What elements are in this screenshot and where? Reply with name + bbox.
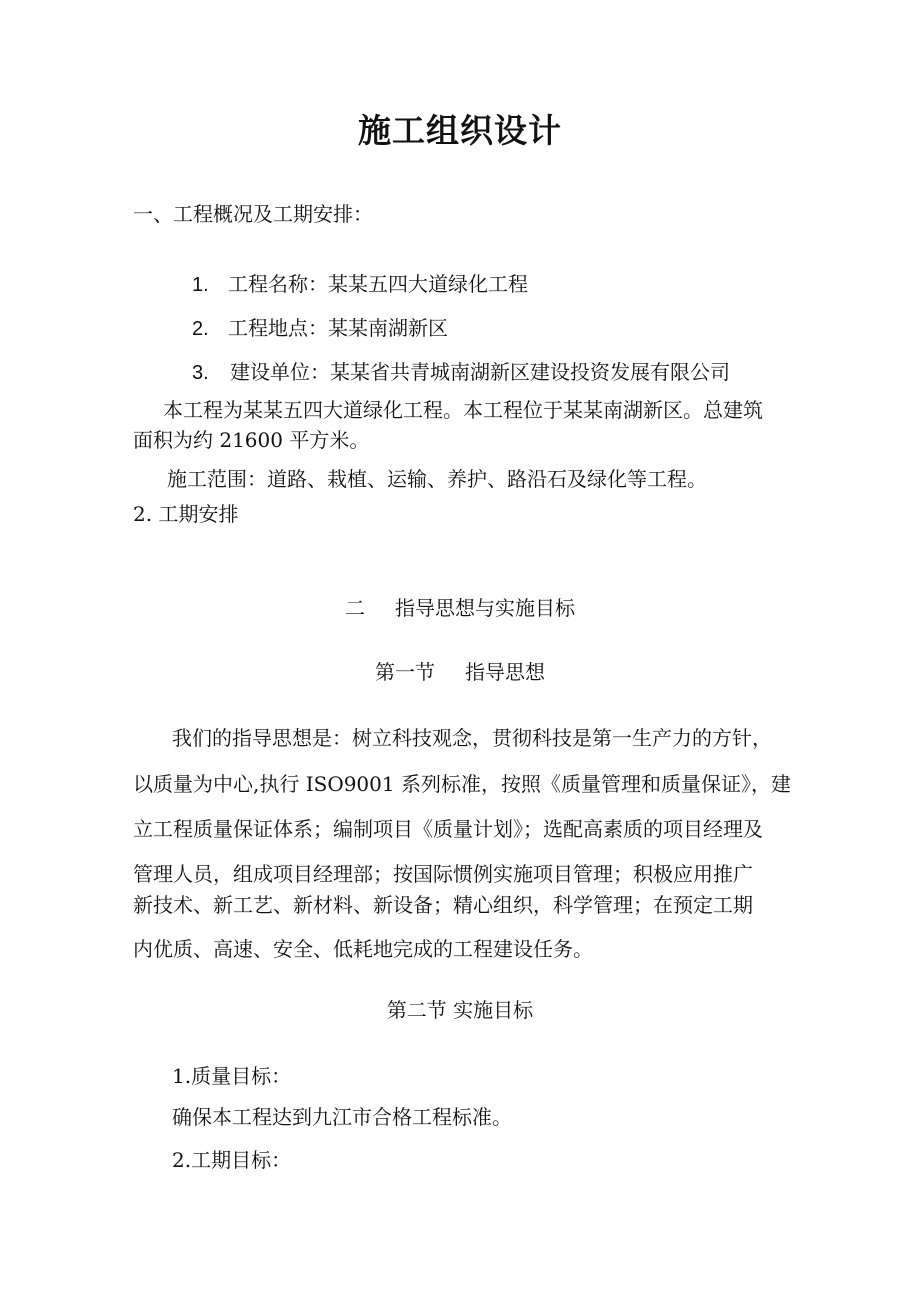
- list-item: [192, 314, 448, 343]
- list-item-number: 1.: [192, 274, 209, 296]
- list-item: [192, 358, 730, 387]
- subsection1-heading: [0, 658, 920, 686]
- document-title: 施工组织设计: [358, 111, 562, 150]
- section1-heading: 一、工程概况及工期安排：: [133, 202, 373, 226]
- subsection2-heading: 第二节 实施目标: [386, 998, 534, 1022]
- section2-title: 指导思想与实施目标: [395, 596, 575, 620]
- list-item-number: 2.: [192, 318, 209, 340]
- schedule-goal-heading: 2.工期目标：: [172, 1148, 292, 1172]
- list-item: [192, 270, 528, 299]
- guiding-paragraph-line: 立工程质量保证体系；编制项目《质量计划》；选配高素质的项目经理及: [133, 817, 763, 841]
- quality-goal-heading: 1.质量目标：: [172, 1064, 292, 1088]
- list-item-number: 3.: [192, 362, 209, 384]
- list-item-text: 工程地点：某某南湖新区: [228, 316, 448, 340]
- construction-scope: 施工范围：道路、栽植、运输、养护、路沿石及绿化等工程。: [167, 467, 707, 491]
- list-item-text: 建设单位：某某省共青城南湖新区建设投资发展有限公司: [230, 360, 730, 384]
- overview-paragraph-line: 面积为约 21600 平方米。: [133, 428, 370, 452]
- list-item-text: 工程名称：某某五四大道绿化工程: [228, 272, 528, 296]
- section2-number: 二: [345, 596, 365, 620]
- guiding-paragraph-line: 我们的指导思想是：树立科技观念，贯彻科技是第一生产力的方针，: [172, 726, 772, 750]
- guiding-paragraph-line: 内优质、高速、安全、低耗地完成的工程建设任务。: [133, 937, 593, 961]
- subsection1-title: 指导思想: [465, 660, 545, 684]
- quality-goal-text: 确保本工程达到九江市合格工程标准。: [172, 1105, 512, 1129]
- subsection1-number: 第一节: [375, 660, 435, 684]
- section2-heading: [0, 594, 920, 622]
- guiding-paragraph-line: 以质量为中心,执行 ISO9001 系列标准，按照《质量管理和质量保证》，建: [133, 772, 791, 796]
- guiding-paragraph-line: 新技术、新工艺、新材料、新设备；精心组织，科学管理；在预定工期: [133, 893, 753, 917]
- guiding-paragraph-line: 管理人员，组成项目经理部；按国际惯例实施项目管理；积极应用推广: [133, 862, 753, 886]
- overview-paragraph-line: 本工程为某某五四大道绿化工程。本工程位于某某南湖新区。总建筑: [163, 398, 763, 422]
- schedule-heading: 2. 工期安排: [133, 502, 239, 526]
